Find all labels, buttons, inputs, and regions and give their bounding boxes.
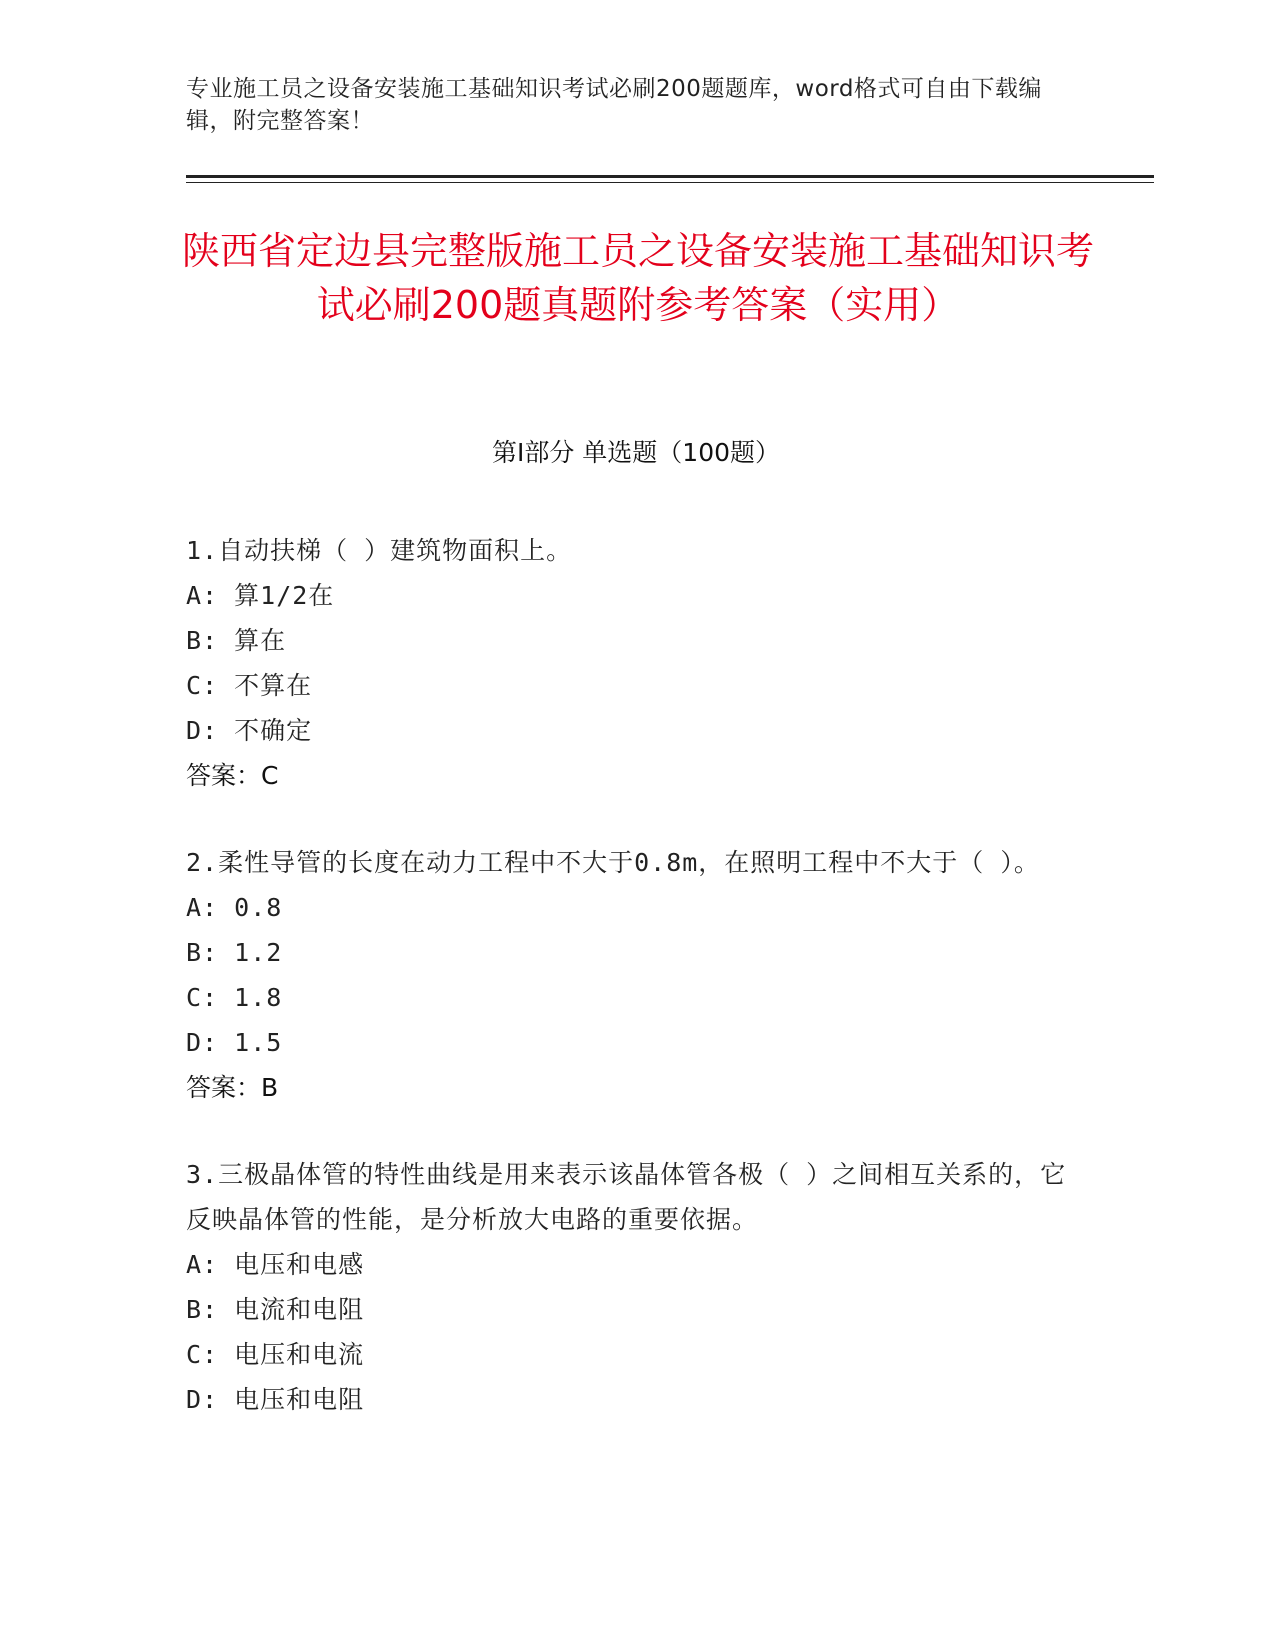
document-title: 陕西省定边县完整版施工员之设备安装施工基础知识考试必刷200题真题附参考答案（实用） [181,229,1094,327]
option-c: C: 不算在 [186,671,313,700]
option-c: C: 电压和电流 [186,1340,365,1369]
option-b: B: 算在 [186,626,287,655]
header-divider-thin [186,182,1154,183]
option-a: A: 0.8 [186,893,283,922]
option-a: A: 电压和电感 [186,1250,365,1279]
question-stem: 3.三极晶体管的特性曲线是用来表示该晶体管各极（ ）之间相互关系的，它反映晶体管的性能，是分析放大电路的重要依据。 [186,1160,1067,1234]
question-list [186,528,1086,1464]
header-note: 专业施工员之设备安装施工基础知识考试必刷200题题库，word格式可自由下载编辑，附完整答案！ [186,76,1042,134]
option-d: D: 1.5 [186,1028,283,1057]
option-a: A: 算1/2在 [186,581,335,610]
question-item [186,840,1086,1110]
option-b: B: 电流和电阻 [186,1295,365,1324]
option-c: C: 1.8 [186,983,283,1012]
question-item [186,528,1086,798]
question-stem: 1.自动扶梯（ ）建筑物面积上。 [186,536,573,565]
header-divider-thick [186,175,1154,178]
option-d: D: 不确定 [186,716,313,745]
question-item [186,1152,1086,1422]
answer-line: 答案：B [186,1073,279,1102]
answer-line: 答案：C [186,761,279,790]
option-b: B: 1.2 [186,938,283,967]
option-d: D: 电压和电阻 [186,1385,365,1414]
question-stem: 2.柔性导管的长度在动力工程中不大于0.8m，在照明工程中不大于（ ）。 [186,848,1040,877]
section-heading: 第Ⅰ部分 单选题（100题） [491,438,781,467]
